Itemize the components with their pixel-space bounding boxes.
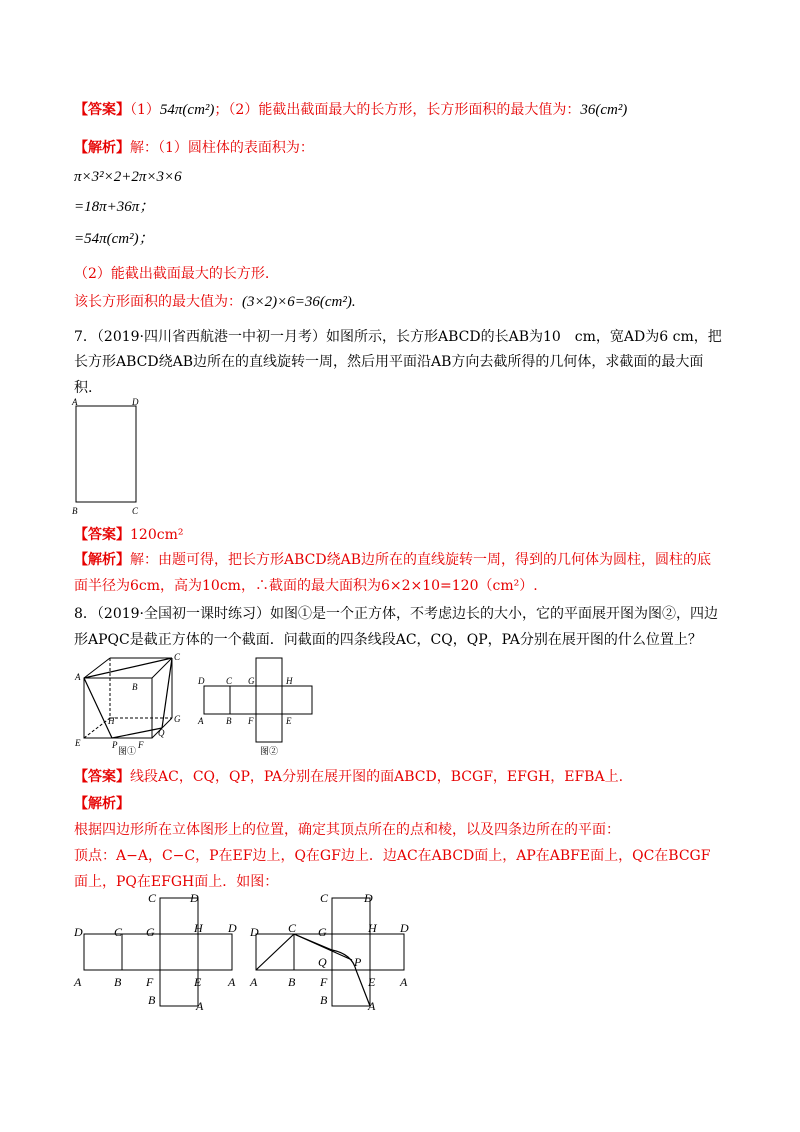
q8-analysis-line2: 顶点：A−A，C−C，P在EF边上，Q在GF边上．边AC在ABCD面上，AP在ABFE面上，QC在BCGF: [74, 848, 711, 864]
q6-eq3: =54π(cm²)；: [74, 231, 154, 247]
svg-text:G: G: [146, 925, 155, 939]
answer-value: 120cm²: [130, 527, 184, 543]
svg-text:Q: Q: [158, 728, 165, 738]
q8-line1: 8．（2019·全国初一课时练习）如图①是一个正方体，不考虑边长的大小，它的平面展开图为图②，四边: [74, 606, 718, 622]
answer-tag: 【答案】: [74, 102, 130, 118]
q8-cube-figure: [72, 652, 184, 756]
svg-text:F: F: [320, 975, 328, 989]
svg-text:B: B: [226, 716, 232, 726]
answer-part1: （1）: [130, 102, 160, 118]
svg-text:A: A: [196, 999, 204, 1012]
svg-text:D: D: [250, 925, 259, 939]
q7-analysis-line1: [74, 550, 711, 570]
svg-text:Q: Q: [318, 955, 327, 969]
svg-text:B: B: [288, 975, 296, 989]
q8-analysis-line1: 根据四边形所在立体图形上的位置，确定其顶点所在的点和棱，以及四条边所在的平面：: [74, 822, 620, 838]
answer-tag: 【答案】: [74, 769, 130, 785]
svg-text:C: C: [114, 925, 123, 939]
svg-text:A: A: [228, 975, 236, 989]
answer-math1: 54π(cm²): [159, 102, 215, 118]
svg-text:H: H: [286, 676, 293, 686]
maxarea-text: 该长方形面积的最大值为：: [74, 294, 242, 310]
svg-text:D: D: [74, 925, 83, 939]
analysis-tag: 【解析】: [74, 552, 130, 568]
q7-analysis-line2: 面半径为6cm，高为10cm，∴截面的最大面积为6×2×10=120（cm²）.: [74, 578, 538, 594]
svg-text:C: C: [288, 921, 297, 935]
maxarea-math: (3×2)×6=36(cm²).: [242, 294, 356, 310]
q6-eq2: =18π+36π；: [74, 199, 155, 215]
q6-analysis-line: [74, 138, 314, 158]
svg-text:B: B: [148, 993, 156, 1007]
svg-text:E: E: [286, 716, 292, 726]
label-b: B: [72, 506, 78, 516]
svg-text:A: A: [400, 975, 408, 989]
svg-text:F: F: [138, 740, 144, 750]
fig1-caption: 图①: [118, 746, 137, 756]
svg-text:F: F: [248, 716, 254, 726]
svg-text:E: E: [194, 975, 202, 989]
label-d: D: [132, 397, 139, 407]
q7-line2: 长方形ABCD绕AB边所在的直线旋转一周，然后用平面沿AB方向去截所得的几何体，求截面的最大面: [74, 354, 704, 370]
label-c: C: [132, 506, 139, 516]
svg-text:A: A: [198, 716, 204, 726]
svg-text:D: D: [190, 891, 199, 905]
net-face-abcd: [204, 686, 230, 714]
q8-analysis-tag: 【解析】: [74, 796, 130, 812]
svg-text:D: D: [228, 921, 237, 935]
q6-answer-line: [74, 100, 627, 120]
q8-net-figure: [196, 652, 326, 756]
q7-rectangle-figure: [70, 396, 150, 520]
svg-text:B: B: [132, 682, 138, 692]
svg-text:H: H: [108, 716, 115, 726]
svg-text:A: A: [368, 999, 376, 1012]
q8-line2: 形APQC是截正方体的一个截面．问截面的四条线段AC，CQ，QP，PA分别在展开图的什么位置上？: [74, 632, 702, 648]
svg-text:D: D: [400, 921, 409, 935]
svg-text:B: B: [320, 993, 328, 1007]
rectangle-abcd: [76, 406, 136, 502]
svg-text:D: D: [364, 891, 373, 905]
q7-line1: 7．（2019·四川省西航港一中初一月考）如图所示，长方形ABCD的长AB为10 cm，宽AD为6 cm，把: [74, 329, 722, 345]
svg-text:G: G: [318, 925, 327, 939]
svg-text:D: D: [198, 676, 205, 686]
svg-text:E: E: [75, 738, 81, 748]
svg-text:C: C: [226, 676, 233, 686]
q7-answer-line: [74, 525, 183, 545]
analysis-text: 解：由题可得，把长方形ABCD绕AB边所在的直线旋转一周，得到的几何体为圆柱，圆柱的底: [130, 552, 711, 568]
q8-solution-net-1: [72, 890, 242, 1012]
svg-text:A: A: [250, 975, 258, 989]
svg-text:P: P: [112, 740, 118, 750]
q6-maxarea: [74, 292, 356, 312]
svg-text:F: F: [146, 975, 154, 989]
svg-text:E: E: [368, 975, 376, 989]
cube-front-face: [84, 678, 152, 738]
svg-text:B: B: [114, 975, 122, 989]
svg-text:G: G: [248, 676, 255, 686]
svg-text:H: H: [194, 921, 203, 935]
answer-text: 线段AC，CQ，QP，PA分别在展开图的面ABCD，BCGF，EFGH，EFBA上.: [130, 769, 624, 785]
answer-part2: ；（2）能截出截面最大的长方形，长方形面积的最大值为：: [214, 102, 581, 118]
label-a: A: [72, 397, 78, 407]
q6-part2: （2）能截出截面最大的长方形.: [74, 266, 270, 282]
analysis-head: 解：（1）圆柱体的表面积为：: [130, 140, 314, 156]
svg-text:P: P: [354, 955, 362, 969]
answer-tag: 【答案】: [74, 527, 130, 543]
svg-text:C: C: [174, 652, 181, 662]
svg-text:A: A: [75, 672, 81, 682]
q8-solution-net-2: [248, 890, 418, 1012]
svg-text:H: H: [368, 921, 377, 935]
svg-text:A: A: [74, 975, 82, 989]
svg-text:G: G: [174, 714, 181, 724]
svg-text:C: C: [320, 891, 329, 905]
q8-answer-line: [74, 767, 623, 787]
q6-eq1: π×3²×2+2π×3×6: [74, 169, 182, 185]
svg-text:C: C: [148, 891, 157, 905]
q7-line3: 积.: [74, 380, 93, 396]
answer-math2: 36(cm²): [580, 102, 628, 118]
fig2-caption: 图②: [260, 746, 279, 756]
q8-analysis-line3: 面上，PQ在EFGH面上．如图：: [74, 874, 279, 890]
analysis-tag: 【解析】: [74, 140, 130, 156]
